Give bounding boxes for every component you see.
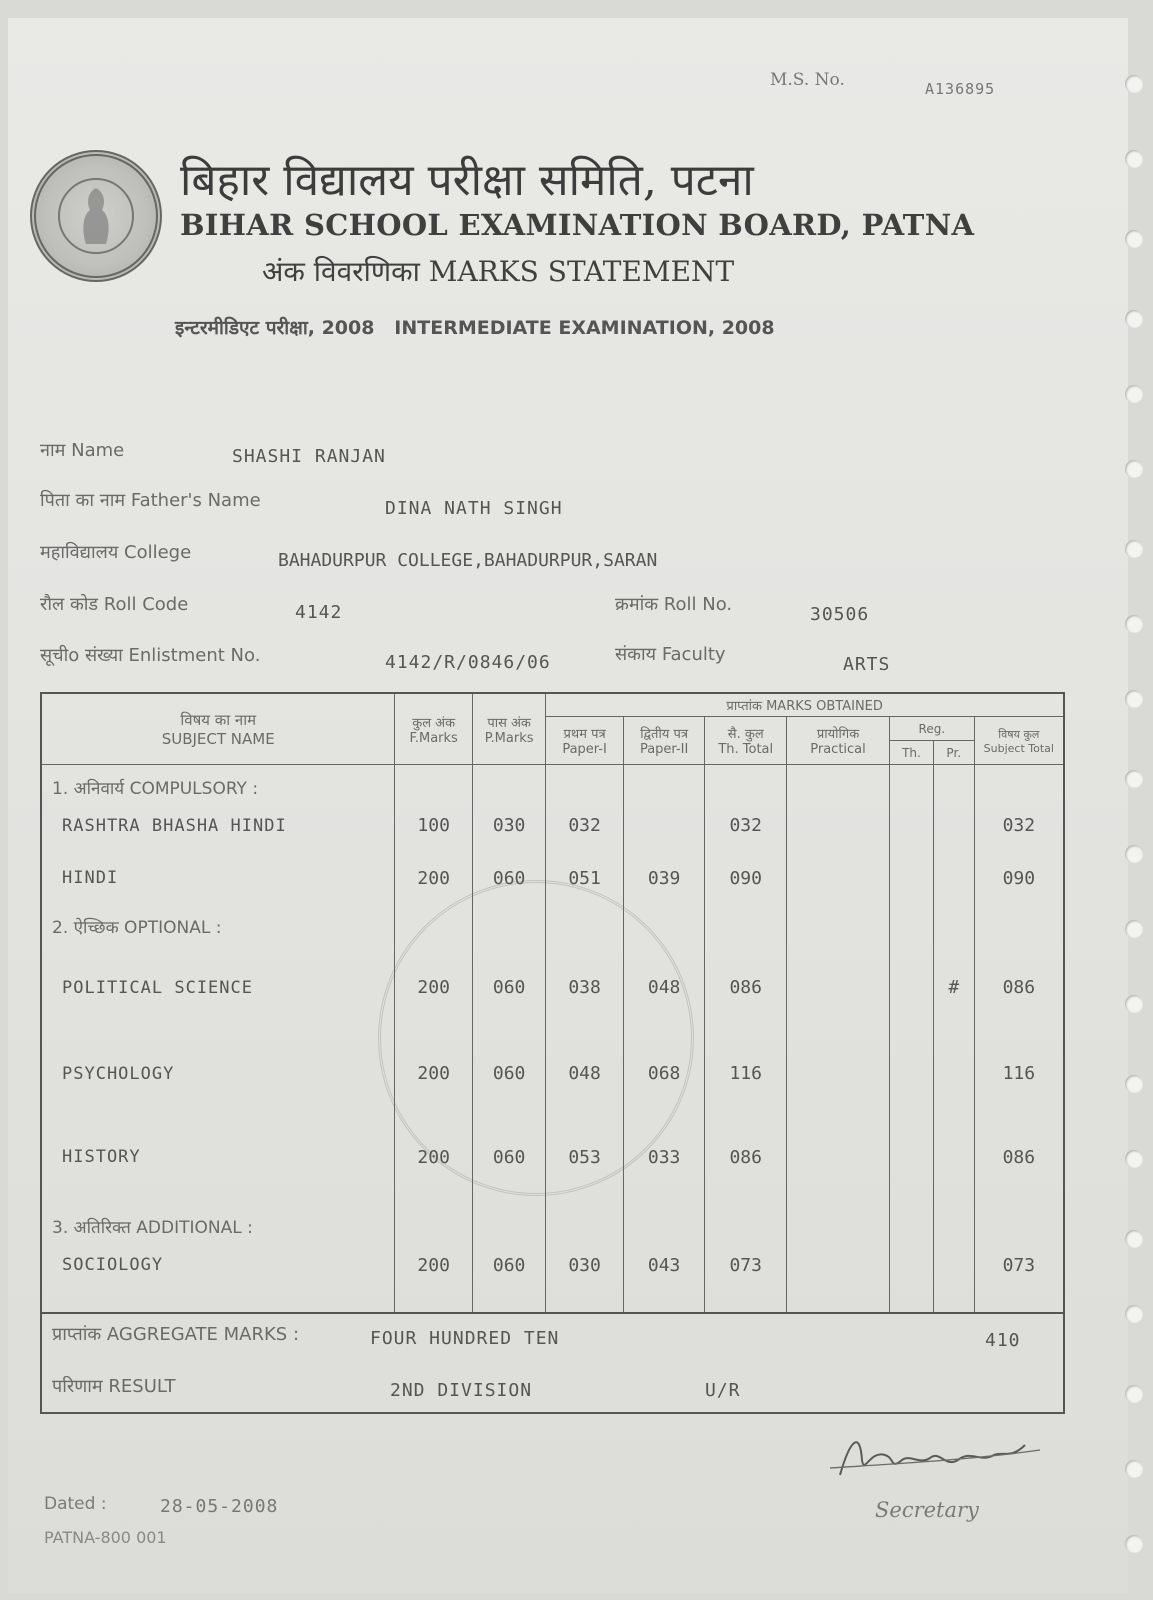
reg-th	[890, 1239, 934, 1291]
table-row	[41, 1111, 1064, 1205]
ms-no-value: A136895	[925, 80, 996, 98]
subject-name: PSYCHOLOGY	[41, 1037, 395, 1111]
reg-pr	[933, 852, 974, 904]
practical-header: प्रायोगिक Practical	[787, 717, 890, 765]
table-row	[41, 939, 1064, 1037]
subject-total-header: विषय कुल Subject Total	[974, 717, 1064, 765]
reg-th	[890, 939, 934, 1037]
subject-name: HISTORY	[41, 1111, 395, 1205]
board-title-english: BIHAR SCHOOL EXAMINATION BOARD, PATNA	[180, 208, 975, 242]
section-compulsory-label: 1. अनिवार्य COMPULSORY :	[41, 765, 395, 800]
paper2-marks	[623, 800, 705, 852]
theory-total: 086	[705, 939, 787, 1037]
full-marks: 200	[395, 1037, 473, 1111]
pass-marks-header: पास अंक P.Marks	[472, 693, 545, 765]
ms-no-label: M.S. No.	[770, 70, 845, 90]
name-label: नाम Name	[40, 440, 125, 461]
reg-th	[890, 800, 934, 852]
board-seal-logo	[30, 150, 162, 282]
paper1-marks: 053	[546, 1111, 624, 1205]
full-marks: 200	[395, 939, 473, 1037]
paper1-marks: 051	[546, 852, 624, 904]
paper2-marks: 048	[623, 939, 705, 1037]
reg-th	[890, 1111, 934, 1205]
paper2-marks: 068	[623, 1037, 705, 1111]
theory-total-header: सै. कुल Th. Total	[705, 717, 787, 765]
father-name: DINA NATH SINGH	[385, 498, 563, 519]
pass-marks: 060	[472, 852, 545, 904]
theory-total: 090	[705, 852, 787, 904]
practical-marks	[787, 852, 890, 904]
table-row	[41, 800, 1064, 852]
college-label: महाविद्यालय College	[40, 542, 192, 563]
secretary-signature	[830, 1420, 1050, 1490]
pass-marks: 060	[472, 1239, 545, 1291]
practical-marks	[787, 800, 890, 852]
paper2-marks: 043	[623, 1239, 705, 1291]
faculty-label: संकाय Faculty	[615, 644, 726, 665]
subject-name: POLITICAL SCIENCE	[41, 939, 395, 1037]
reg-pr	[933, 1111, 974, 1205]
paper1-marks: 048	[546, 1037, 624, 1111]
section-additional-label: 3. अतिरिक्त ADDITIONAL :	[41, 1204, 395, 1239]
roll-code-label: रौल कोड Roll Code	[40, 594, 189, 615]
paper1-marks: 038	[546, 939, 624, 1037]
table-row	[41, 1239, 1064, 1291]
dated-label: Dated :	[44, 1494, 107, 1514]
practical-marks	[787, 1239, 890, 1291]
section-compulsory	[41, 765, 1064, 800]
marks-statement-title: अंक विवरणिका MARKS STATEMENT	[262, 255, 735, 288]
exam-title: इन्टरमीडिएट परीक्षा, 2008 INTERMEDIATE EXAMINATION, 2008	[175, 317, 775, 339]
theory-total: 073	[705, 1239, 787, 1291]
enlistment-label: सूचीo संख्या Enlistment No.	[40, 645, 261, 666]
full-marks: 100	[395, 800, 473, 852]
section-optional	[41, 904, 1064, 939]
reg-pr	[933, 800, 974, 852]
paper2-marks: 033	[623, 1111, 705, 1205]
full-marks: 200	[395, 852, 473, 904]
practical-marks	[787, 1037, 890, 1111]
secretary-label: Secretary	[875, 1498, 979, 1522]
subject-total: 090	[974, 852, 1064, 904]
place: PATNA-800 001	[44, 1528, 167, 1547]
pass-marks: 060	[472, 939, 545, 1037]
full-marks: 200	[395, 1239, 473, 1291]
student-name: SHASHI RANJAN	[232, 446, 386, 467]
subject-total: 116	[974, 1037, 1064, 1111]
section-additional	[41, 1204, 1064, 1239]
paper1-marks: 030	[546, 1239, 624, 1291]
reg-pr-header: Pr.	[933, 741, 974, 765]
aggregate-words: FOUR HUNDRED TEN	[370, 1328, 560, 1349]
subject-header: विषय का नाम SUBJECT NAME	[41, 693, 395, 765]
full-marks-header: कुल अंक F.Marks	[395, 693, 473, 765]
theory-total: 086	[705, 1111, 787, 1205]
marks-table	[40, 692, 1065, 1314]
paper2-header: द्वितीय पत्र Paper-II	[623, 717, 705, 765]
board-title-hindi: बिहार विद्यालय परीक्षा समिति, पटना	[180, 155, 754, 206]
section-optional-label: 2. ऐच्छिक OPTIONAL :	[41, 904, 395, 939]
subject-name: RASHTRA BHASHA HINDI	[41, 800, 395, 852]
aggregate-label: प्राप्तांक AGGREGATE MARKS :	[52, 1324, 300, 1345]
subject-total: 032	[974, 800, 1064, 852]
pass-marks: 060	[472, 1037, 545, 1111]
theory-total: 116	[705, 1037, 787, 1111]
reg-th	[890, 852, 934, 904]
reg-pr	[933, 1239, 974, 1291]
paper2-marks: 039	[623, 852, 705, 904]
faculty: ARTS	[843, 654, 891, 675]
table-row	[41, 852, 1064, 904]
subject-total: 073	[974, 1239, 1064, 1291]
enlistment-no: 4142/R/0846/06	[385, 652, 551, 673]
table-row	[41, 1037, 1064, 1111]
father-name-label: पिता का नाम Father's Name	[40, 490, 261, 511]
theory-total: 032	[705, 800, 787, 852]
marks-obtained-header: प्राप्तांक MARKS OBTAINED	[546, 693, 1064, 717]
subject-name: HINDI	[41, 852, 395, 904]
reg-pr	[933, 1037, 974, 1111]
result-label: परिणाम RESULT	[52, 1376, 176, 1397]
subject-name: SOCIOLOGY	[41, 1239, 395, 1291]
roll-no-label: क्रमांक Roll No.	[615, 594, 733, 615]
reg-th-header: Th.	[890, 741, 934, 765]
pass-marks: 030	[472, 800, 545, 852]
dated-value: 28-05-2008	[160, 1496, 279, 1517]
aggregate-value: 410	[985, 1330, 1021, 1351]
result-division: 2ND DIVISION	[390, 1380, 533, 1401]
roll-no: 30506	[810, 604, 870, 625]
subject-total: 086	[974, 1111, 1064, 1205]
reg-pr: #	[933, 939, 974, 1037]
result-code: U/R	[705, 1380, 741, 1401]
reg-th	[890, 1037, 934, 1111]
paper1-header: प्रथम पत्र Paper-I	[546, 717, 624, 765]
pass-marks: 060	[472, 1111, 545, 1205]
subject-total: 086	[974, 939, 1064, 1037]
roll-code: 4142	[295, 602, 343, 623]
college-name: BAHADURPUR COLLEGE,BAHADURPUR,SARAN	[278, 550, 658, 571]
reg-header: Reg.	[890, 717, 975, 741]
practical-marks	[787, 1111, 890, 1205]
full-marks: 200	[395, 1111, 473, 1205]
paper1-marks: 032	[546, 800, 624, 852]
practical-marks	[787, 939, 890, 1037]
